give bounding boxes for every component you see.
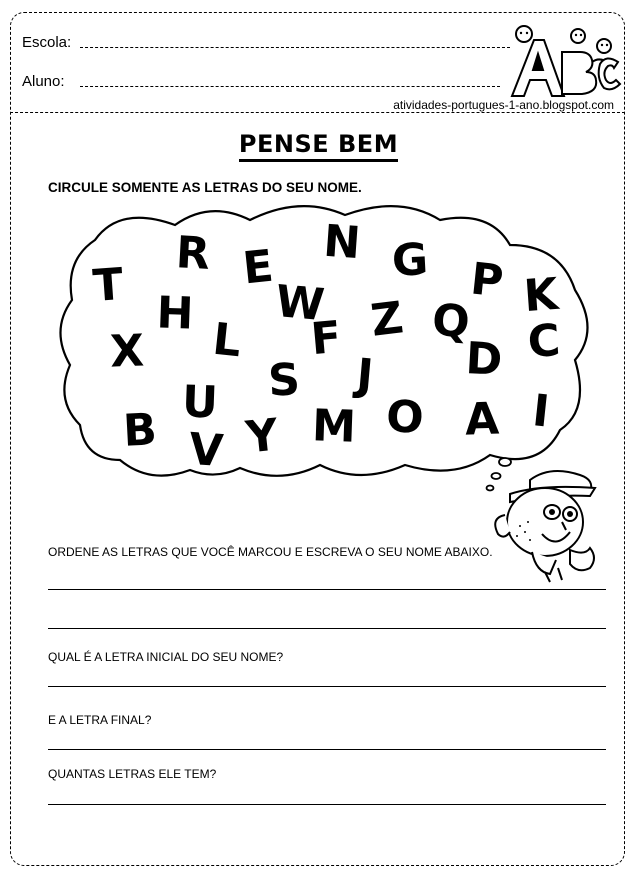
letter-a[interactable]: A bbox=[464, 393, 500, 446]
letter-n[interactable]: N bbox=[321, 215, 363, 270]
letter-b[interactable]: B bbox=[121, 404, 159, 457]
letter-u[interactable]: U bbox=[181, 376, 219, 429]
question-3: E A LETRA FINAL? bbox=[48, 713, 152, 727]
answer-line-2[interactable] bbox=[48, 686, 606, 687]
letter-s[interactable]: S bbox=[266, 354, 302, 407]
letter-m[interactable]: M bbox=[311, 400, 357, 453]
letter-i[interactable]: I bbox=[530, 385, 552, 438]
page-title: PENSE BEM bbox=[0, 130, 637, 158]
letter-h[interactable]: H bbox=[155, 287, 195, 340]
letter-g[interactable]: G bbox=[390, 234, 430, 287]
answer-line-4[interactable] bbox=[48, 804, 606, 805]
question-2: QUAL É A LETRA INICIAL DO SEU NOME? bbox=[48, 650, 284, 664]
letter-q[interactable]: Q bbox=[430, 294, 472, 349]
instruction-text: CIRCULE SOMENTE AS LETRAS DO SEU NOME. bbox=[48, 180, 362, 195]
letter-y[interactable]: Y bbox=[243, 409, 281, 464]
answer-line-1a[interactable] bbox=[48, 589, 606, 590]
letter-x[interactable]: X bbox=[109, 325, 145, 378]
letter-p[interactable]: P bbox=[468, 253, 506, 308]
letter-f[interactable]: F bbox=[308, 311, 344, 366]
letter-v[interactable]: V bbox=[187, 423, 225, 478]
answer-line-3[interactable] bbox=[48, 749, 606, 750]
letter-l[interactable]: L bbox=[210, 313, 244, 368]
letter-r[interactable]: R bbox=[174, 227, 212, 280]
thinking-boy-icon bbox=[470, 460, 610, 585]
student-label: Aluno: bbox=[22, 73, 65, 90]
letter-w[interactable]: W bbox=[273, 275, 327, 332]
letter-d[interactable]: D bbox=[464, 333, 504, 386]
question-1: ORDENE AS LETRAS QUE VOCÊ MARCOU E ESCREVA O SEU NOME ABAIXO. bbox=[48, 545, 493, 559]
letter-c[interactable]: C bbox=[526, 314, 562, 369]
letter-e[interactable]: E bbox=[240, 240, 276, 295]
letter-k[interactable]: K bbox=[522, 268, 560, 323]
letter-z[interactable]: Z bbox=[368, 292, 407, 347]
letter-t[interactable]: T bbox=[91, 259, 125, 312]
answer-line-1b[interactable] bbox=[48, 628, 606, 629]
letter-o[interactable]: O bbox=[384, 391, 425, 444]
website-url: atividades-portugues-1-ano.blogspot.com bbox=[393, 98, 614, 112]
school-label: Escola: bbox=[22, 34, 72, 51]
question-4: QUANTAS LETRAS ELE TEM? bbox=[48, 767, 217, 781]
letter-j[interactable]: J bbox=[354, 349, 376, 402]
